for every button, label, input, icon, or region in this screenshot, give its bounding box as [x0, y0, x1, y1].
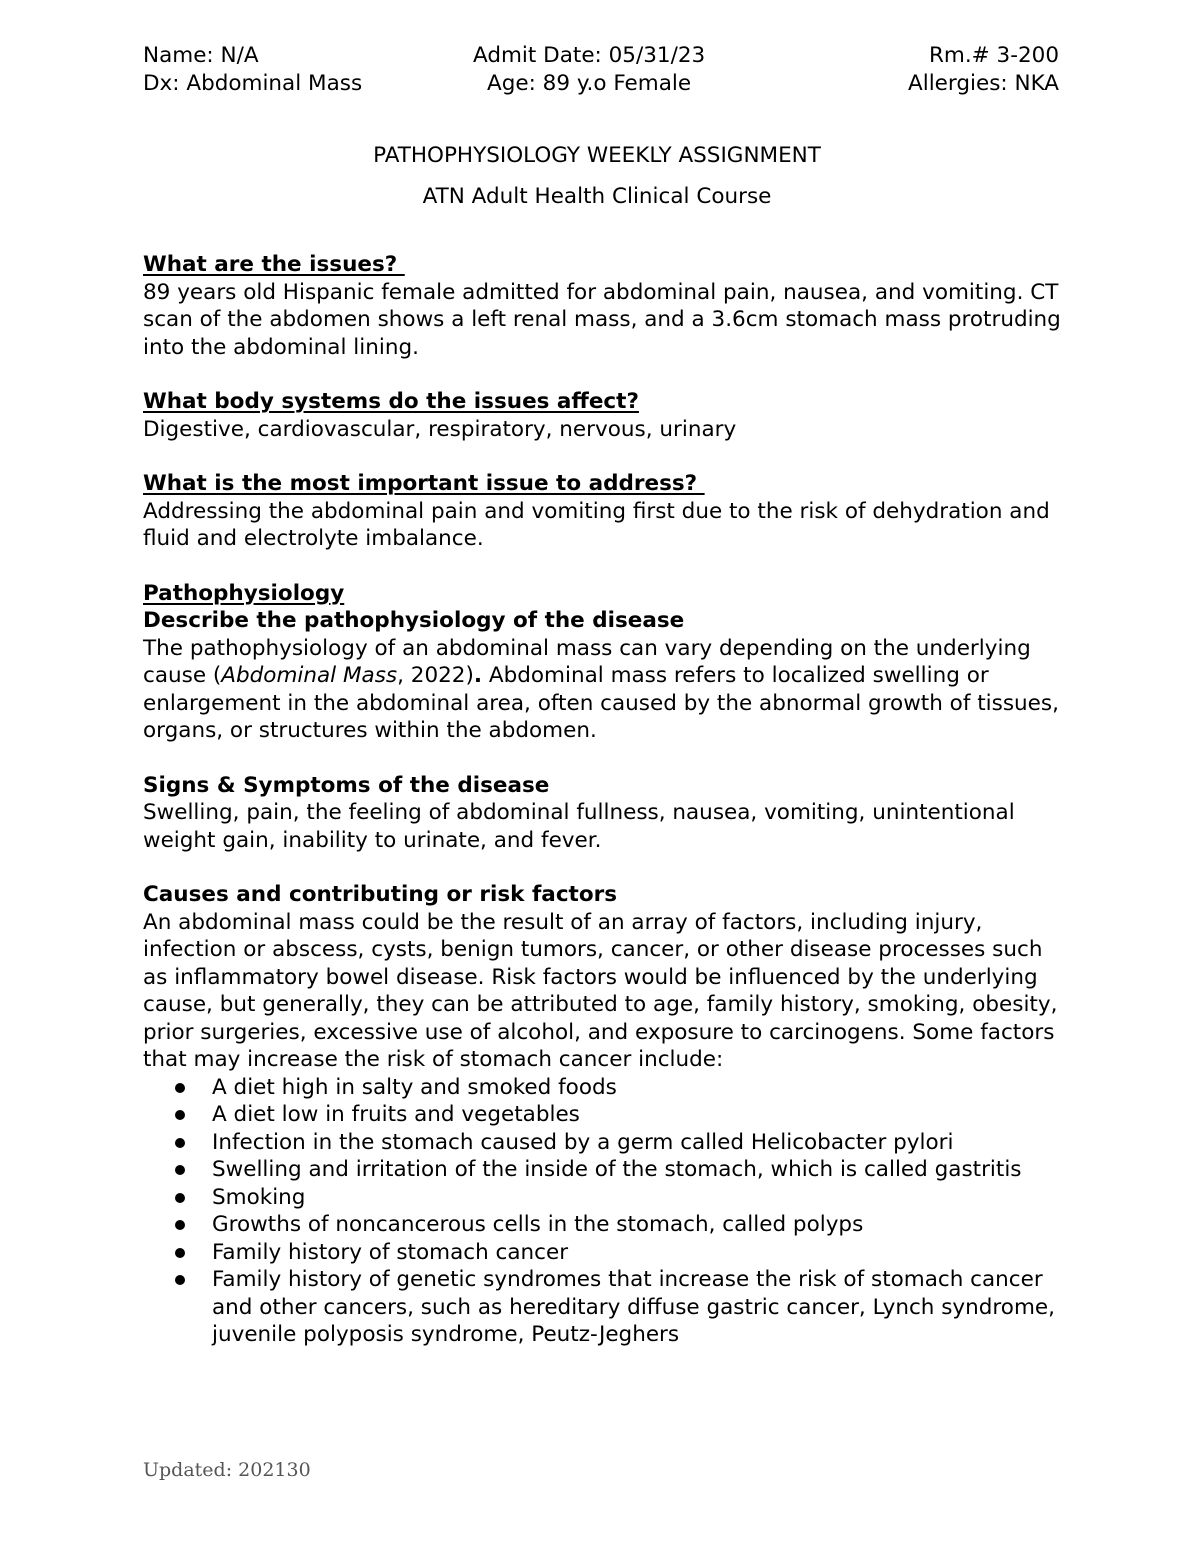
- document-page: [143, 42, 1063, 1349]
- important-body: Addressing the abdominal pain and vomiting first due to the risk of dehydration and fluid and electrolyte imbalance.: [143, 498, 1050, 551]
- pathophysiology-heading: Pathophysiology: [143, 580, 345, 606]
- patient-age: Age: 89 y.o Female: [487, 71, 692, 96]
- systems-body: Digestive, cardiovascular, respiratory, nervous, urinary: [143, 416, 737, 442]
- important-heading: What is the most important issue to address?: [143, 471, 705, 496]
- list-item: Smoking: [143, 1184, 1063, 1212]
- bullet-icon: [175, 1220, 185, 1230]
- risk-factor-list: [143, 1074, 1063, 1349]
- issues-body: 89 years old Hispanic female admitted for abdominal pain, nausea, and vomiting. CT scan of the abdomen shows a left renal mass, and a 3.6cm stomach mass protruding into the abdominal lining.: [143, 279, 1061, 360]
- pathophysiology-body-a: The pathophysiology of an abdominal mass can vary depending on the underlying cause (: [143, 635, 1031, 688]
- list-item: Family history of genetic syndromes that increase the risk of stomach cancer and other cancers, such as hereditary diffuse gastric cancer, Lynch syndrome, juvenile polyposis syndrome, Peutz-Jeghers: [143, 1266, 1063, 1349]
- admit-date: Admit Date: 05/31/23: [473, 43, 706, 68]
- pathophysiology-body: [143, 635, 1063, 745]
- bullet-icon: [175, 1138, 185, 1148]
- list-item: A diet low in fruits and vegetables: [143, 1101, 1063, 1129]
- list-item: Swelling and irritation of the inside of the stomach, which is called gastritis: [143, 1156, 1063, 1184]
- bullet-icon: [175, 1083, 185, 1093]
- bullet-icon: [175, 1275, 185, 1285]
- allergies: Allergies: NKA: [908, 71, 1059, 96]
- signs-heading: Signs & Symptoms of the disease: [143, 772, 550, 798]
- important-section: [143, 470, 1063, 553]
- signs-body: Swelling, pain, the feeling of abdominal fullness, nausea, vomiting, unintentional weight gain, inability to urinate, and fever.: [143, 800, 1015, 853]
- pathophysiology-body-b: , 2022): [397, 663, 474, 688]
- patient-name: Name: N/A: [143, 43, 259, 68]
- bullet-icon: [175, 1110, 185, 1120]
- list-item: Infection in the stomach caused by a germ called Helicobacter pylori: [143, 1129, 1063, 1157]
- citation-title: Abdominal Mass: [221, 663, 398, 688]
- room-number: Rm.# 3-200: [928, 43, 1059, 68]
- pathophysiology-body-c: Abdominal mass refers to localized swelling or enlargement in the abdominal area, often caused by the abnormal growth of tissues, organs, or structures within the abdomen.: [143, 663, 1059, 743]
- pathophysiology-period: .: [473, 663, 483, 688]
- header-row-2: [143, 70, 1063, 98]
- pathophysiology-section: [143, 580, 1063, 745]
- list-item: Growths of noncancerous cells in the stomach, called polyps: [143, 1211, 1063, 1239]
- diagnosis: Dx: Abdominal Mass: [143, 71, 363, 96]
- systems-heading: What body systems do the issues affect?: [143, 389, 639, 414]
- header-row-1: [143, 42, 1063, 70]
- bullet-icon: [175, 1193, 185, 1203]
- issues-heading: What are the issues?: [143, 252, 405, 277]
- footer-updated: Updated: 202130: [143, 1459, 311, 1481]
- signs-section: [143, 772, 1063, 855]
- course-title: ATN Adult Health Clinical Course: [422, 184, 772, 209]
- assignment-title: PATHOPHYSIOLOGY WEEKLY ASSIGNMENT: [373, 143, 821, 168]
- causes-section: [143, 881, 1063, 1349]
- systems-section: [143, 388, 1063, 443]
- list-item: A diet high in salty and smoked foods: [143, 1074, 1063, 1102]
- causes-body: An abdominal mass could be the result of an array of factors, including injury, infection or abscess, cysts, benign tumors, cancer, or other disease processes such as inflammatory bowel disease. Risk factors would be influenced by the underlying cause, but generally, they can be attributed to age, family history, smoking, obesity, prior surgeries, excessive use of alcohol, and exposure to carcinogens. Some factors that may increase the risk of stomach cancer include:: [143, 909, 1058, 1072]
- pathophysiology-subheading: Describe the pathophysiology of the disease: [143, 608, 685, 633]
- issues-section: [143, 251, 1063, 361]
- list-item: Family history of stomach cancer: [143, 1239, 1063, 1267]
- causes-heading: Causes and contributing or risk factors: [143, 882, 618, 907]
- bullet-icon: [175, 1165, 185, 1175]
- bullet-icon: [175, 1248, 185, 1258]
